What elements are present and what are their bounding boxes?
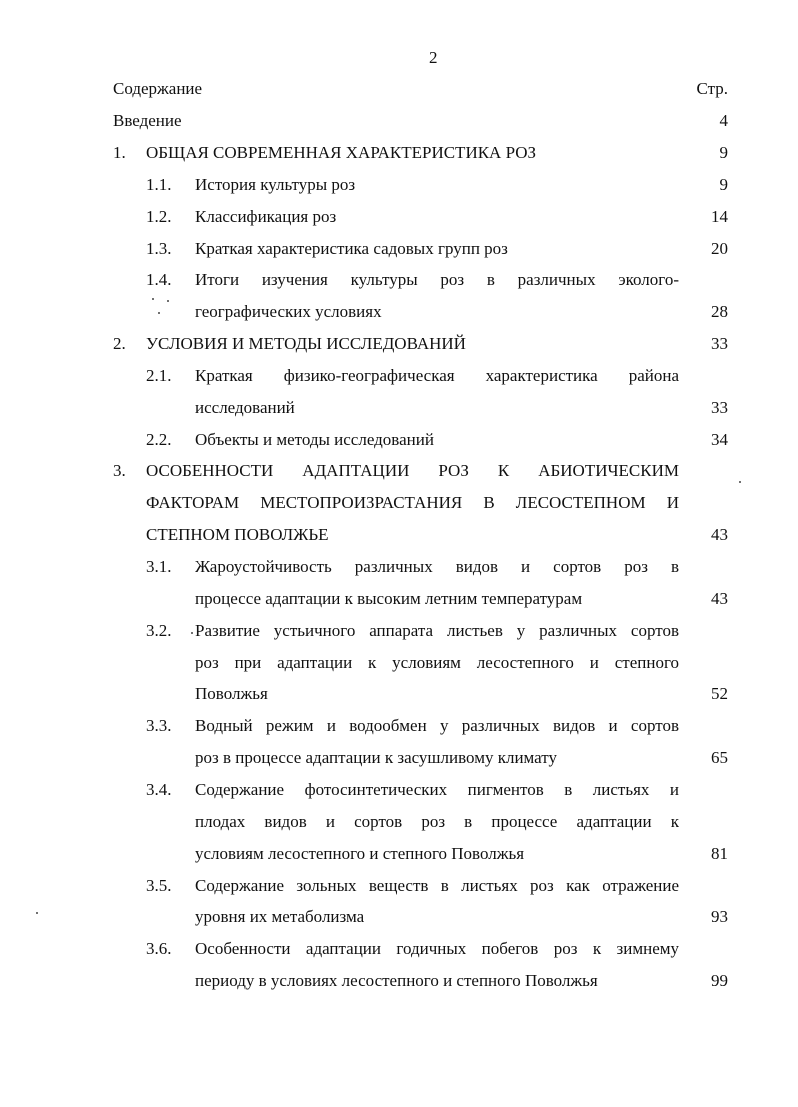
- subsection-3-4-page: 81: [711, 844, 728, 863]
- subsection-3-1-title-line-2: процессе адаптации к высоким летним температурам: [195, 589, 583, 608]
- subsection-1-4-title-line-2: географических условиях: [195, 302, 382, 321]
- subsection-3-4-number: 3.4.: [146, 780, 172, 799]
- section-3-title-line-3: СТЕПНОМ ПОВОЛЖЬЕ: [146, 525, 329, 544]
- scan-speck: [167, 300, 169, 302]
- subsection-2-1-title-line-2: исследований: [195, 398, 295, 417]
- subsection-2-1-page: 33: [711, 398, 728, 417]
- subsection-1-1-number: 1.1.: [146, 175, 172, 194]
- subsection-1-3-number: 1.3.: [146, 239, 172, 258]
- toc-intro-page: 4: [719, 111, 728, 130]
- section-1-number: 1.: [113, 143, 126, 162]
- scan-speck: [191, 632, 193, 634]
- subsection-1-3-title: Краткая характеристика садовых групп роз: [195, 239, 508, 258]
- subsection-3-4-title-line-1: Содержание фотосинтетических пигментов в листьях и: [195, 780, 679, 799]
- section-2-title: УСЛОВИЯ И МЕТОДЫ ИССЛЕДОВАНИЙ: [146, 334, 466, 353]
- subsection-3-1-title-line-1: Жароустойчивость различных видов и сортов роз в: [195, 557, 679, 576]
- section-3-page: 43: [711, 525, 728, 544]
- section-3-title-line-1: ОСОБЕННОСТИ АДАПТАЦИИ РОЗ К АБИОТИЧЕСКИМ: [146, 461, 679, 480]
- subsection-3-6-page: 99: [711, 971, 728, 990]
- subsection-3-2-title-line-1: Развитие устьичного аппарата листьев у различных сортов: [195, 621, 679, 640]
- subsection-3-3-page: 65: [711, 748, 728, 767]
- subsection-3-4-title-line-3: условиям лесостепного и степного Поволжья: [195, 844, 525, 863]
- subsection-3-4-title-line-2: плодах видов и сортов роз в процессе адаптации к: [195, 812, 679, 831]
- subsection-1-4-page: 28: [711, 302, 728, 321]
- section-1-page: 9: [719, 143, 728, 162]
- page-number: 2: [429, 48, 438, 67]
- subsection-1-2-number: 1.2.: [146, 207, 172, 226]
- subsection-3-5-page: 93: [711, 907, 728, 926]
- subsection-2-2-page: 34: [711, 430, 728, 449]
- scan-speck: [158, 312, 160, 314]
- scan-speck: [36, 912, 38, 914]
- subsection-2-1-title-line-1: Краткая физико-географическая характеристика района: [195, 366, 679, 385]
- subsection-3-5-number: 3.5.: [146, 876, 172, 895]
- subsection-3-1-number: 3.1.: [146, 557, 172, 576]
- subsection-3-2-page: 52: [711, 684, 728, 703]
- subsection-3-6-title-line-1: Особенности адаптации годичных побегов роз к зимнему: [195, 939, 679, 958]
- subsection-3-2-title-line-3: Поволжья: [195, 684, 268, 703]
- section-3-title-line-2: ФАКТОРАМ МЕСТОПРОИЗРАСТАНИЯ В ЛЕСОСТЕПНОМ И: [146, 493, 679, 512]
- subsection-1-2-page: 14: [711, 207, 728, 226]
- scan-speck: [739, 481, 741, 483]
- toc-intro-label: Введение: [113, 111, 182, 130]
- subsection-3-3-title-line-1: Водный режим и водообмен у различных видов и сортов: [195, 716, 679, 735]
- subsection-1-1-page: 9: [719, 175, 728, 194]
- page-column-header: Стр.: [696, 79, 728, 98]
- section-1-title: ОБЩАЯ СОВРЕМЕННАЯ ХАРАКТЕРИСТИКА РОЗ: [146, 143, 537, 162]
- subsection-1-2-title: Классификация роз: [195, 207, 337, 226]
- subsection-1-3-page: 20: [711, 239, 728, 258]
- subsection-3-2-title-line-2: роз при адаптации к условиям лесостепного и степного: [195, 653, 679, 672]
- subsection-3-3-number: 3.3.: [146, 716, 172, 735]
- section-2-number: 2.: [113, 334, 126, 353]
- subsection-2-2-title: Объекты и методы исследований: [195, 430, 434, 449]
- subsection-3-5-title-line-1: Содержание зольных веществ в листьях роз как отражение: [195, 876, 679, 895]
- subsection-3-1-page: 43: [711, 589, 728, 608]
- scan-speck: [152, 298, 154, 300]
- subsection-3-5-title-line-2: уровня их метаболизма: [195, 907, 365, 926]
- subsection-2-2-number: 2.2.: [146, 430, 172, 449]
- subsection-2-1-number: 2.1.: [146, 366, 172, 385]
- subsection-3-3-title-line-2: роз в процессе адаптации к засушливому климату: [195, 748, 557, 767]
- section-2-page: 33: [711, 334, 728, 353]
- subsection-3-2-number: 3.2.: [146, 621, 172, 640]
- toc-title: Содержание: [113, 79, 203, 98]
- subsection-1-1-title: История культуры роз: [195, 175, 356, 194]
- subsection-1-4-title-line-1: Итоги изучения культуры роз в различных эколого-: [195, 270, 679, 289]
- subsection-3-6-title-line-2: периоду в условиях лесостепного и степного Поволжья: [195, 971, 598, 990]
- subsection-1-4-number: 1.4.: [146, 270, 172, 289]
- section-3-number: 3.: [113, 461, 126, 480]
- subsection-3-6-number: 3.6.: [146, 939, 172, 958]
